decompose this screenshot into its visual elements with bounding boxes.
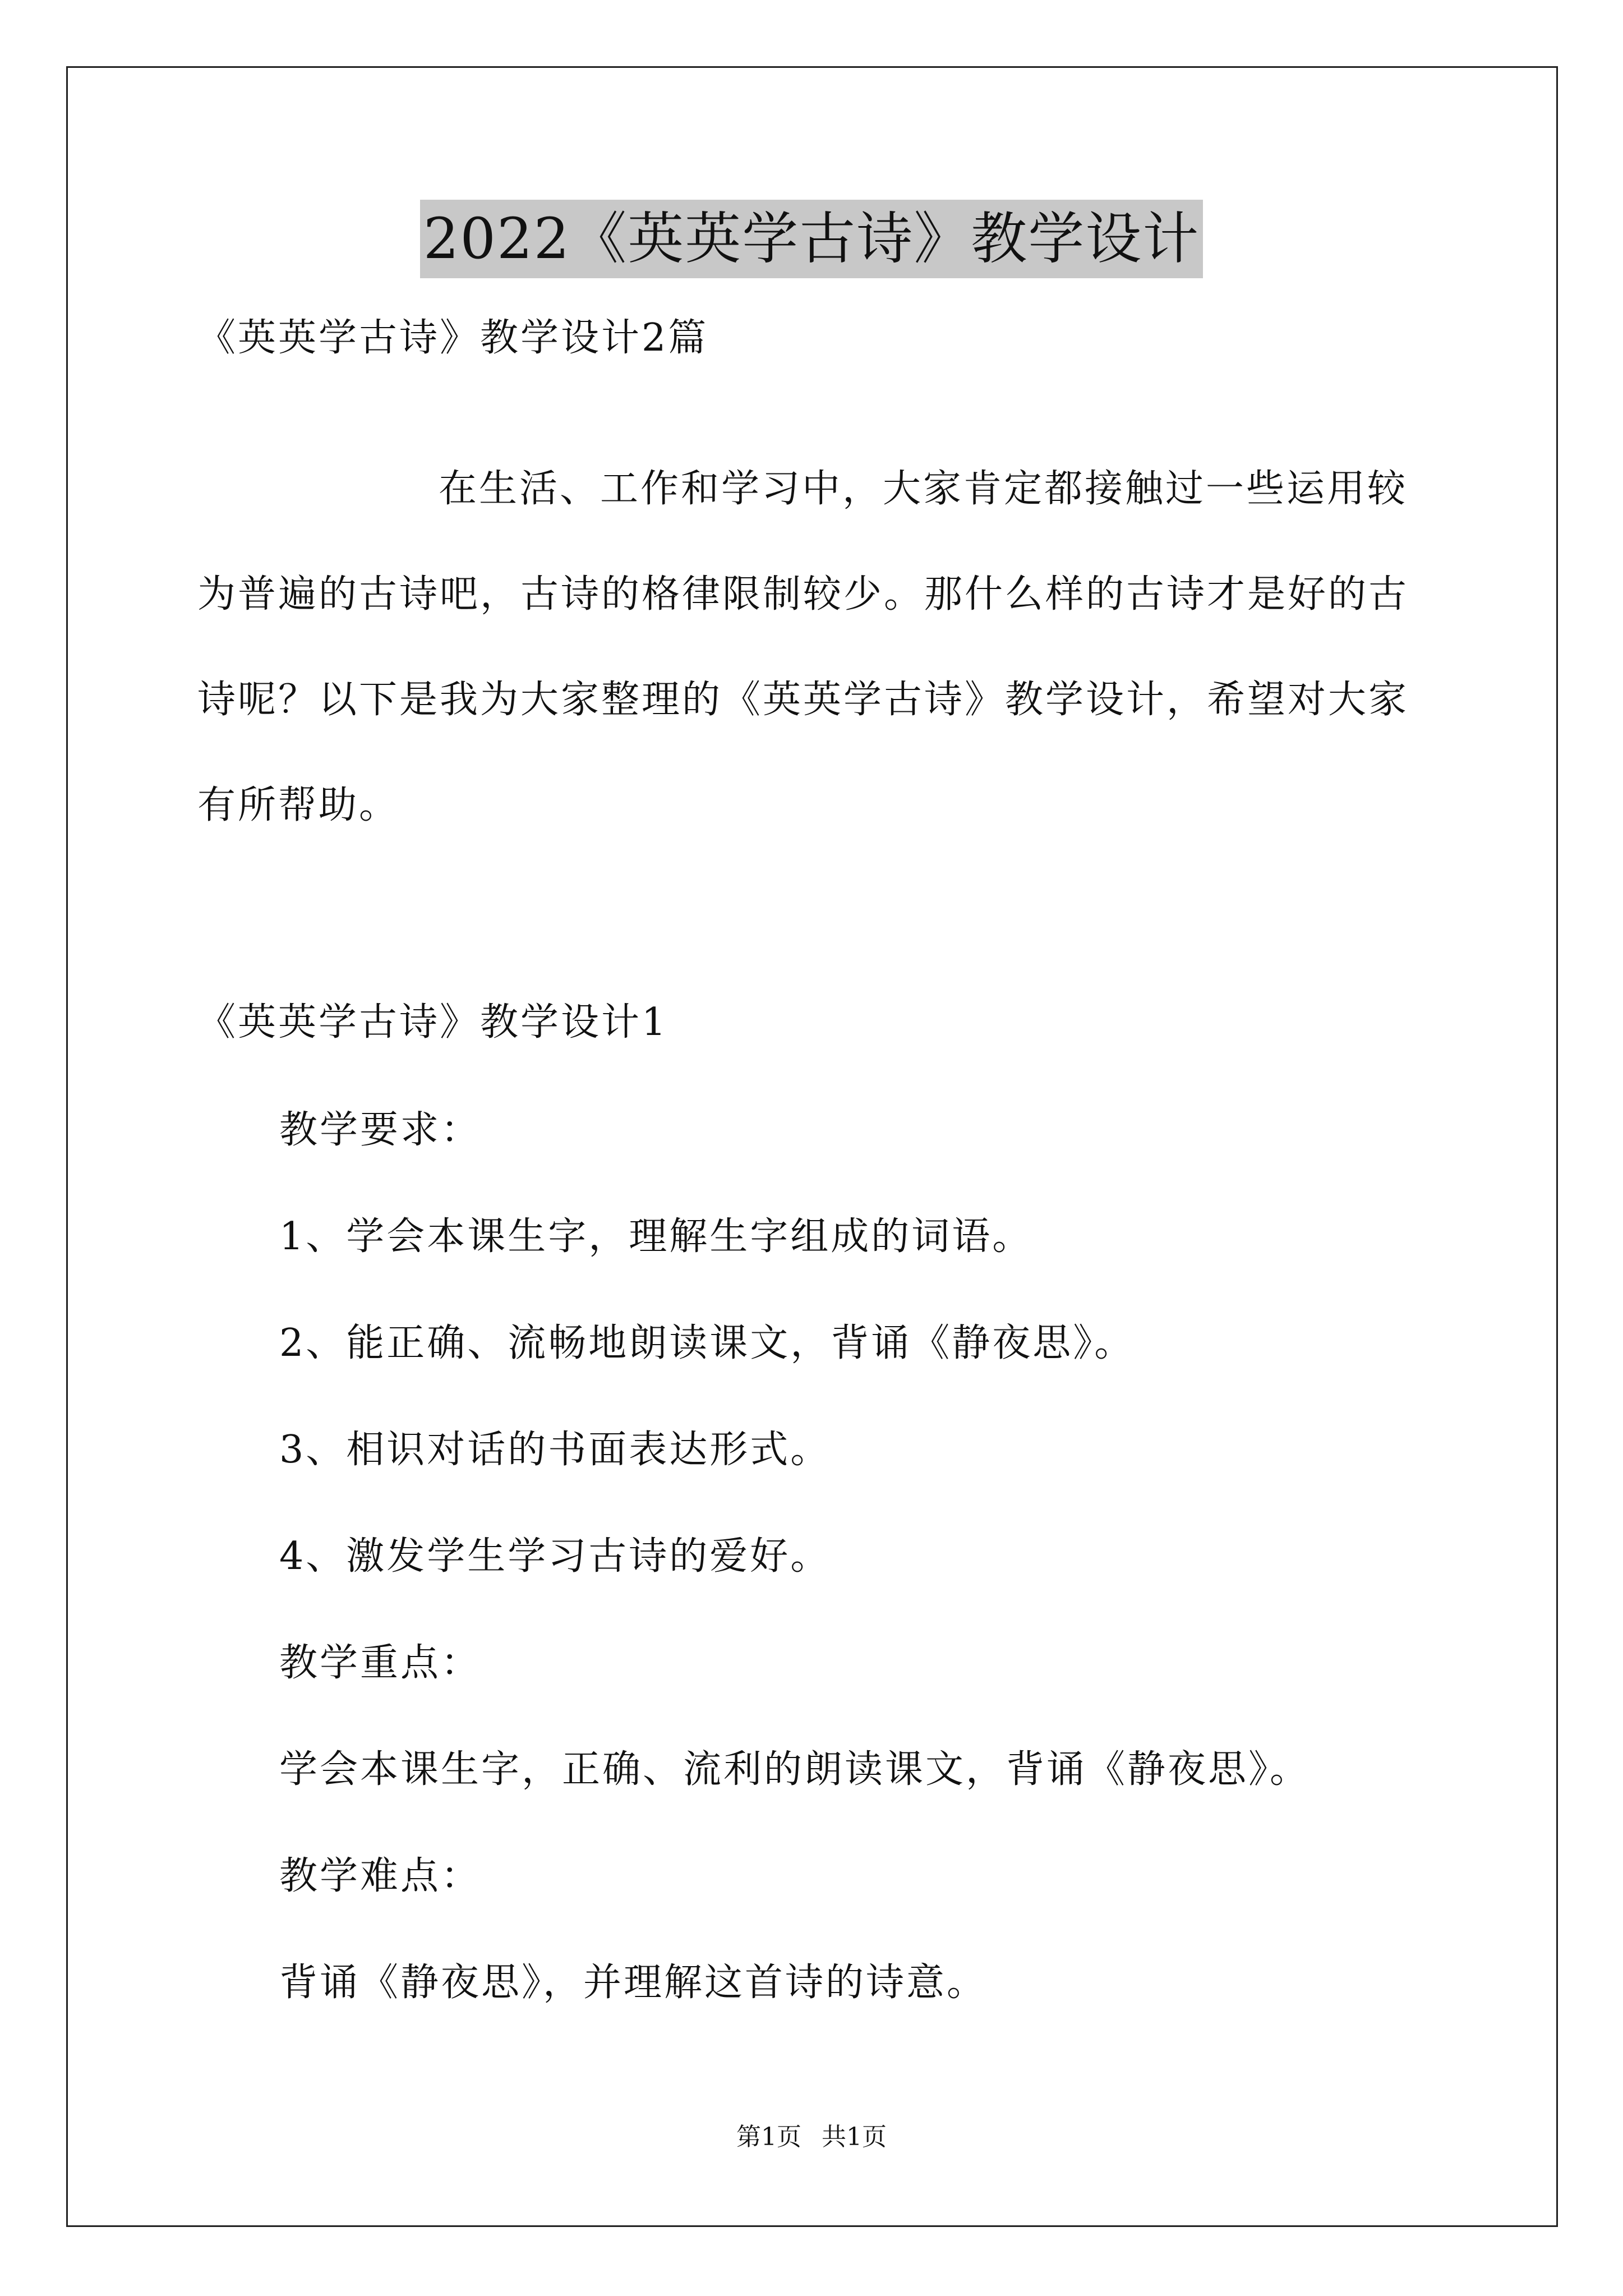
difficulties-text: 背诵《静夜思》，并理解这首诗的诗意。 bbox=[279, 1961, 988, 2005]
title-container bbox=[0, 200, 1623, 278]
page-footer bbox=[0, 2120, 1623, 2154]
requirement-item: 2、能正确、流畅地朗读课文，背诵《静夜思》。 bbox=[279, 1321, 1135, 1365]
intro-paragraph bbox=[197, 436, 1431, 858]
intro-line-1: 在生活、工作和学习中，大家肯定都接触过一些运用较 bbox=[439, 467, 1408, 511]
requirement-item: 1、学会本课生字，理解生字组成的词语。 bbox=[279, 1214, 1033, 1259]
page-number: 第1页 bbox=[736, 2123, 801, 2151]
intro-line-4: 有所帮助。 bbox=[197, 783, 400, 827]
key-points-text: 学会本课生字，正确、流利的朗读课文，背诵《静夜思》。 bbox=[279, 1747, 1311, 1792]
section-heading: 《英英学古诗》教学设计1 bbox=[197, 1000, 668, 1045]
difficulties-heading: 教学难点： bbox=[279, 1854, 482, 1898]
document-title: 2022《英英学古诗》教学设计 bbox=[420, 200, 1204, 278]
page-total: 共1页 bbox=[822, 2123, 887, 2151]
subtitle: 《英英学古诗》教学设计2篇 bbox=[197, 316, 709, 360]
requirement-item: 3、相识对话的书面表达形式。 bbox=[279, 1428, 831, 1472]
intro-line-3: 诗呢？以下是我为大家整理的《英英学古诗》教学设计，希望对大家 bbox=[197, 678, 1409, 722]
requirement-item: 4、激发学生学习古诗的爱好。 bbox=[279, 1534, 831, 1579]
requirements-heading: 教学要求： bbox=[279, 1108, 482, 1152]
intro-line-2: 为普遍的古诗吧，古诗的格律限制较少。那什么样的古诗才是好的古 bbox=[197, 572, 1409, 616]
key-points-heading: 教学重点： bbox=[279, 1641, 482, 1685]
